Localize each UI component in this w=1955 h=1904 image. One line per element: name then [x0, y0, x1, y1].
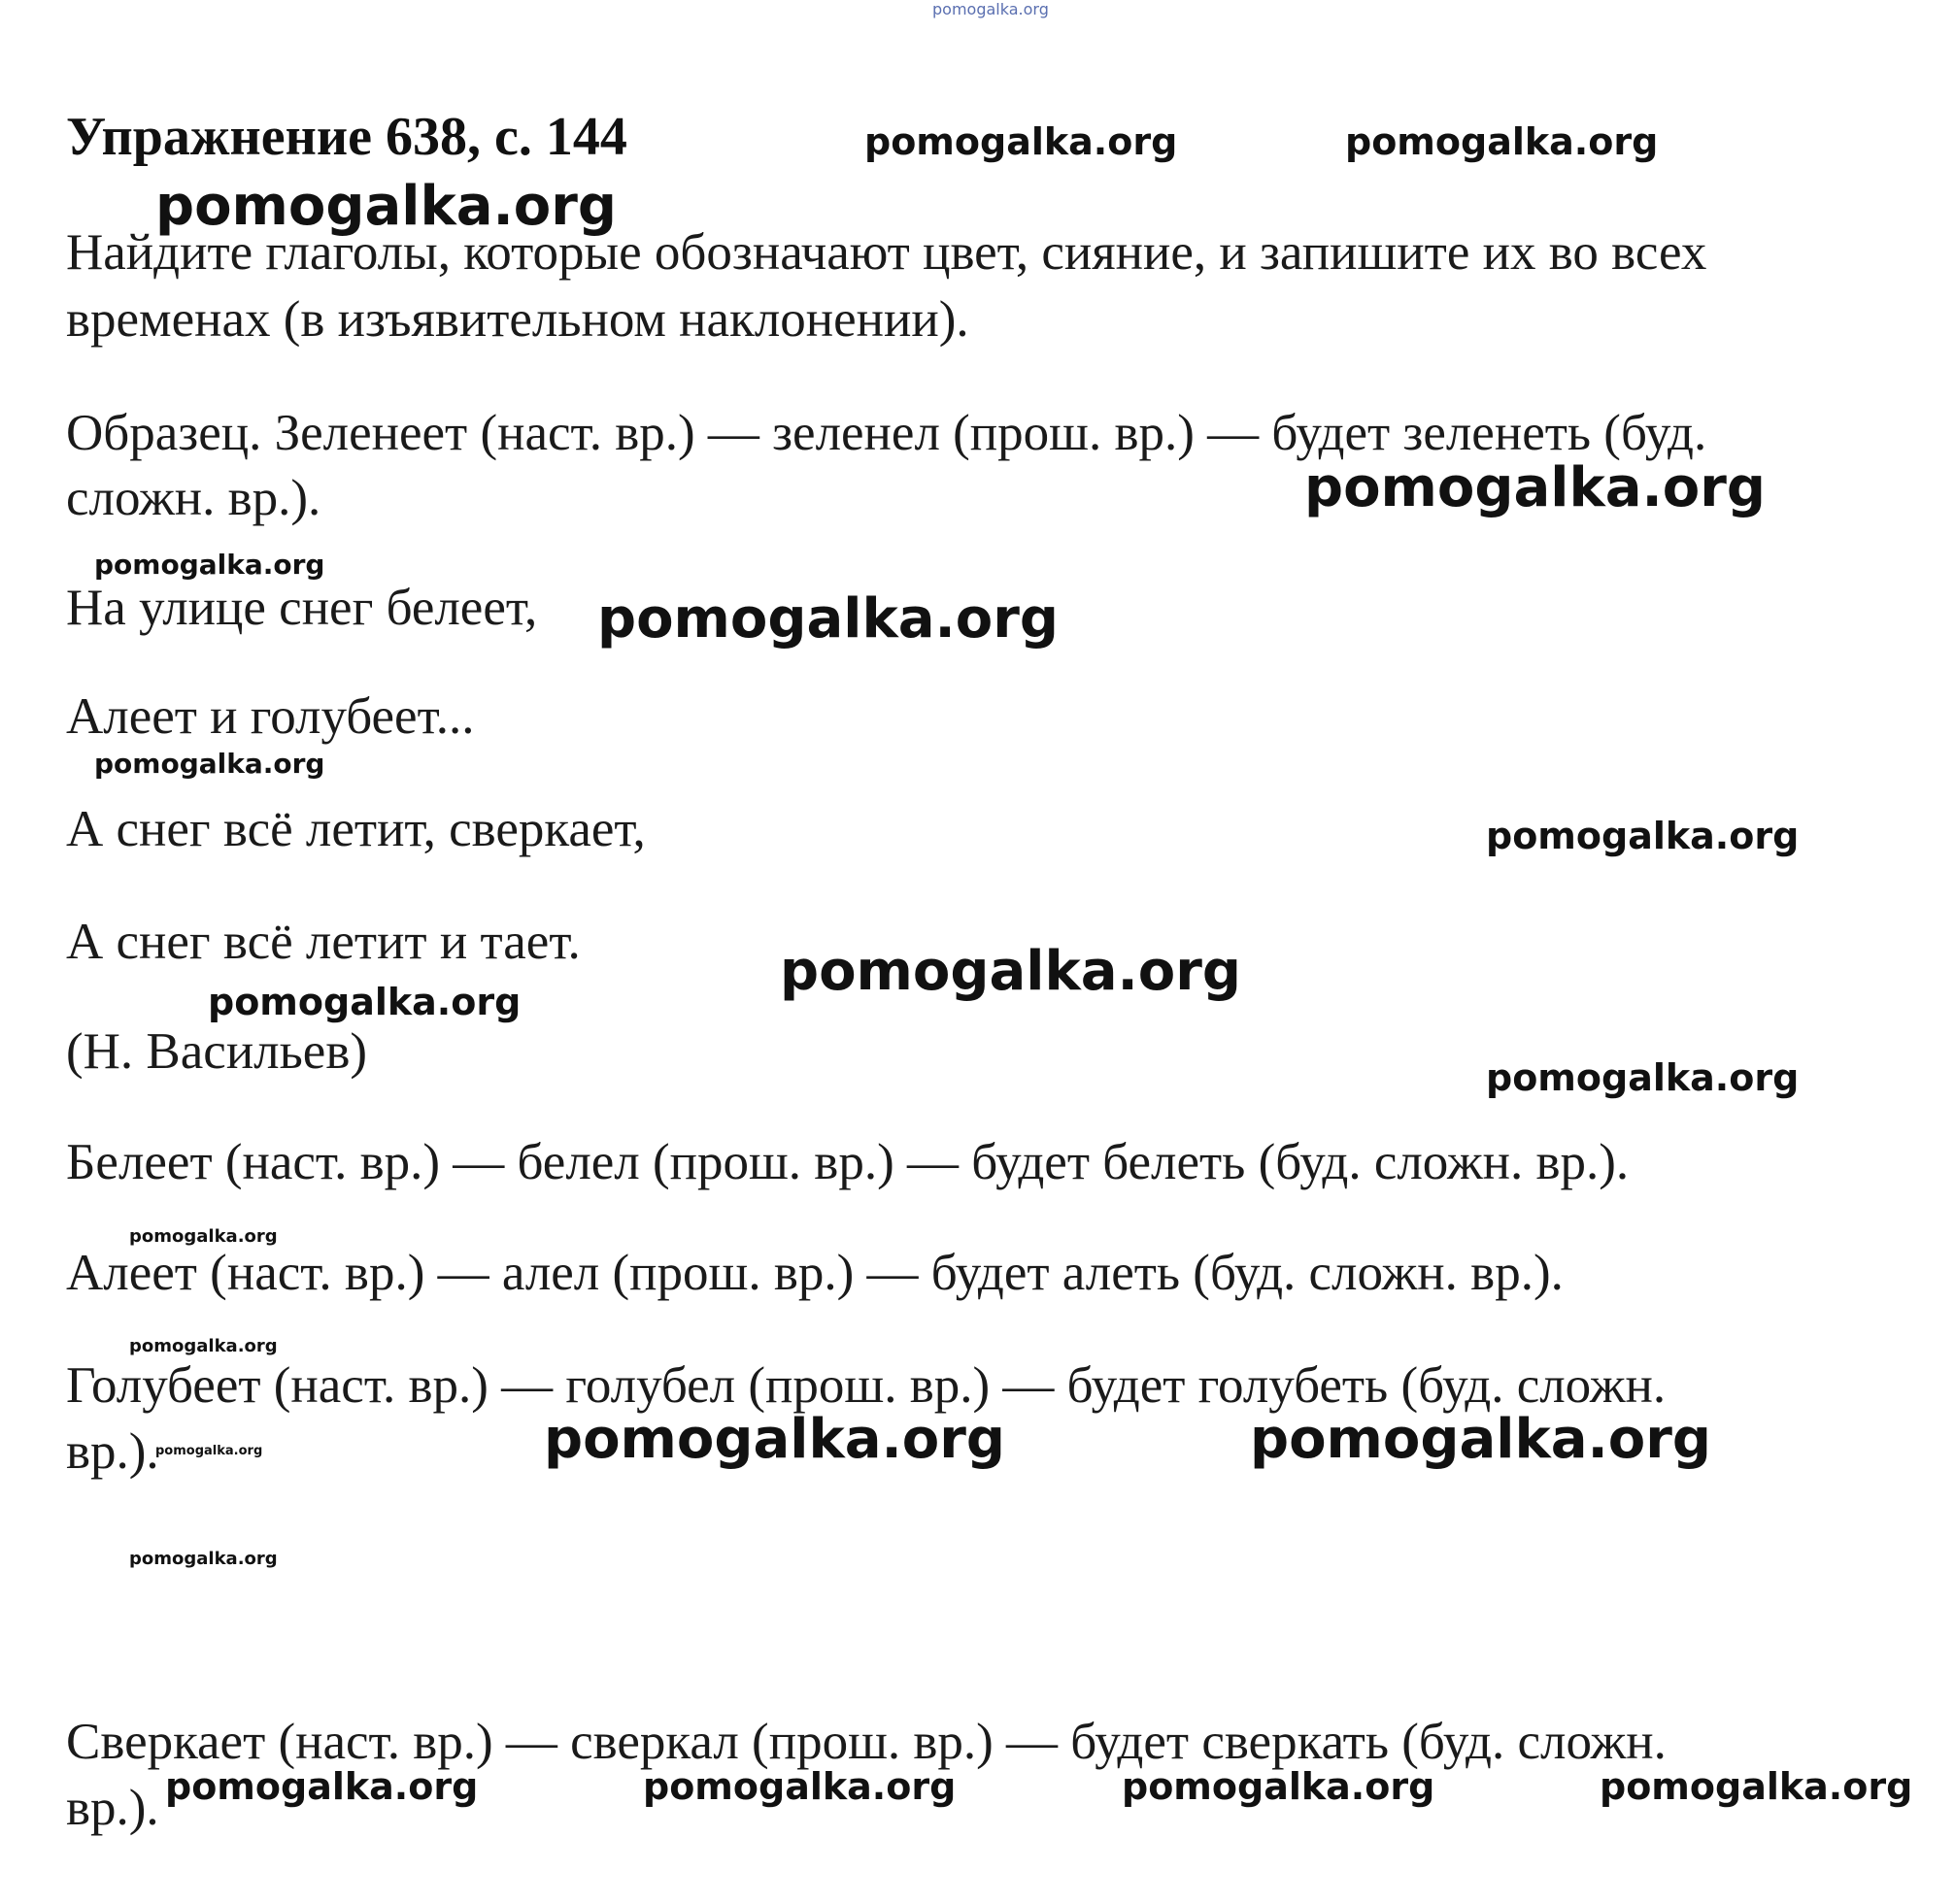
watermark: pomogalka.org	[155, 1444, 263, 1458]
answer-golubet-line-1: Голубеет (наст. вр.) — голубел (прош. вр.) — будет голубеть (буд. сложн.	[66, 1357, 1667, 1414]
poem-line-1: На улице снег белеет,	[66, 580, 538, 636]
watermark: pomogalka.org	[1345, 120, 1659, 163]
watermark: pomogalka.org	[864, 120, 1178, 163]
watermark: pomogalka.org	[1250, 1408, 1711, 1471]
watermark: pomogalka.org	[129, 1226, 278, 1247]
watermark: pomogalka.org	[544, 1408, 1005, 1471]
poem-line-2: Алеет и голубеет...	[66, 688, 475, 745]
instruction-line-2: временах (в изъявительном наклонении).	[66, 291, 969, 348]
watermark: pomogalka.org	[780, 940, 1241, 1003]
watermark: pomogalka.org	[1122, 1765, 1435, 1808]
watermark: pomogalka.org	[643, 1765, 957, 1808]
watermark: pomogalka.org	[129, 1336, 278, 1356]
watermark: pomogalka.org	[1486, 815, 1800, 857]
watermark: pomogalka.org	[155, 175, 617, 238]
watermark: pomogalka.org	[94, 549, 325, 581]
watermark: pomogalka.org	[129, 1549, 278, 1569]
answer-belet: Белеет (наст. вр.) — белел (прош. вр.) — будет белеть (буд. сложн. вр.).	[66, 1134, 1630, 1190]
answer-alet: Алеет (наст. вр.) — алел (прош. вр.) — будет алеть (буд. сложн. вр.).	[66, 1245, 1564, 1301]
poem-line-3: А снег всё летит, сверкает,	[66, 801, 646, 857]
watermark: pomogalka.org	[1486, 1056, 1800, 1099]
answer-golubet-line-2: вр.).	[66, 1423, 159, 1480]
poem-author: (Н. Васильев)	[66, 1023, 368, 1080]
answer-sverkat-line-1: Сверкает (наст. вр.) — сверкал (прош. вр.) — будет сверкать (буд. сложн.	[66, 1714, 1667, 1770]
watermark: pomogalka.org	[165, 1765, 479, 1808]
watermark: pomogalka.org	[1600, 1765, 1913, 1808]
poem-line-4: А снег всё летит и тает.	[66, 914, 581, 970]
instruction-line-1: Найдите глаголы, которые обозначают цвет, сияние, и запишите их во всех	[66, 224, 1707, 281]
watermark: pomogalka.org	[94, 748, 325, 780]
sample-line-1: Образец. Зеленеет (наст. вр.) — зеленел (прош. вр.) — будет зеленеть (буд.	[66, 405, 1707, 461]
watermark: pomogalka.org	[1304, 456, 1766, 519]
exercise-title: Упражнение 638, с. 144	[66, 107, 627, 167]
watermark: pomogalka.org	[208, 981, 522, 1023]
answer-sverkat-line-2: вр.).	[66, 1780, 159, 1836]
sample-line-2: сложн. вр.).	[66, 470, 321, 526]
watermark: pomogalka.org	[597, 587, 1059, 651]
watermark-top: pomogalka.org	[932, 0, 1049, 18]
